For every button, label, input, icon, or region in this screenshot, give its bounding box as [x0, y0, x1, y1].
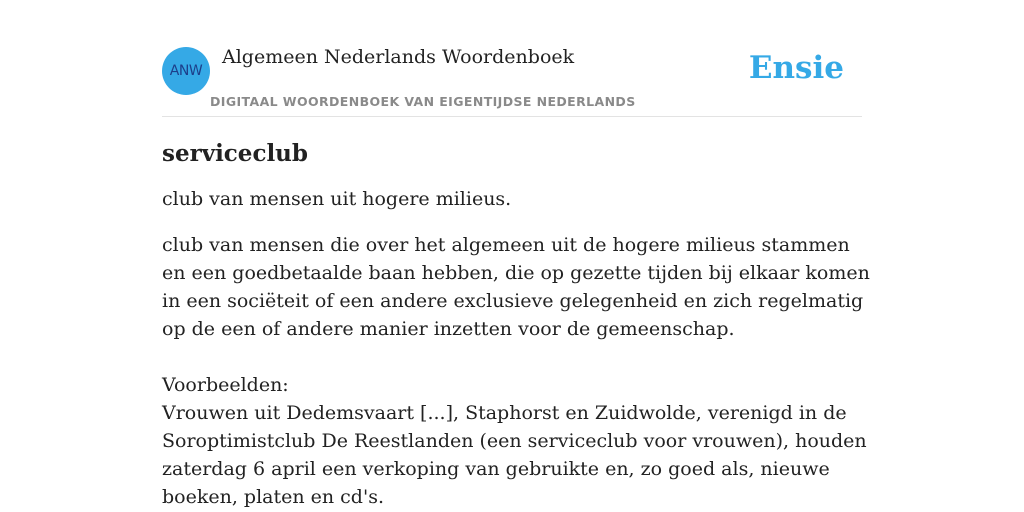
site-title[interactable]: Algemeen Nederlands Woordenboek [222, 46, 575, 68]
logo-text: ANW [169, 63, 203, 79]
example-text: Vrouwen uit Dedemsvaart [...], Staphorst en Zuidwolde, verenigd in de Soroptimistclub De Reestlanden (een serviceclub voor vrouwen), houden zaterdag 6 april een verkoping van gebruikte en, zo goed als, nieuwe boeken, platen en cd's. [162, 402, 867, 508]
examples-heading: Voorbeelden: [162, 374, 289, 396]
site-header [162, 40, 862, 117]
anw-logo[interactable] [162, 47, 210, 95]
site-subtitle: DIGITAAL WOORDENBOEK VAN EIGENTIJDSE NEDERLANDS [210, 94, 636, 109]
headword: serviceclub [162, 140, 308, 167]
long-definition: club van mensen die over het algemeen uit de hogere milieus stammen en een goedbetaalde baan hebben, die op gezette tijden bij elkaar komen in een sociëteit of een andere exclusieve gelegenheid en zich regelmatig op de een of andere manier inzetten voor de gemeenschap. [162, 234, 870, 340]
ensie-brand-link[interactable]: Ensie [748, 50, 844, 86]
short-definition: club van mensen uit hogere milieus. [162, 188, 512, 210]
entry-content [162, 138, 872, 511]
